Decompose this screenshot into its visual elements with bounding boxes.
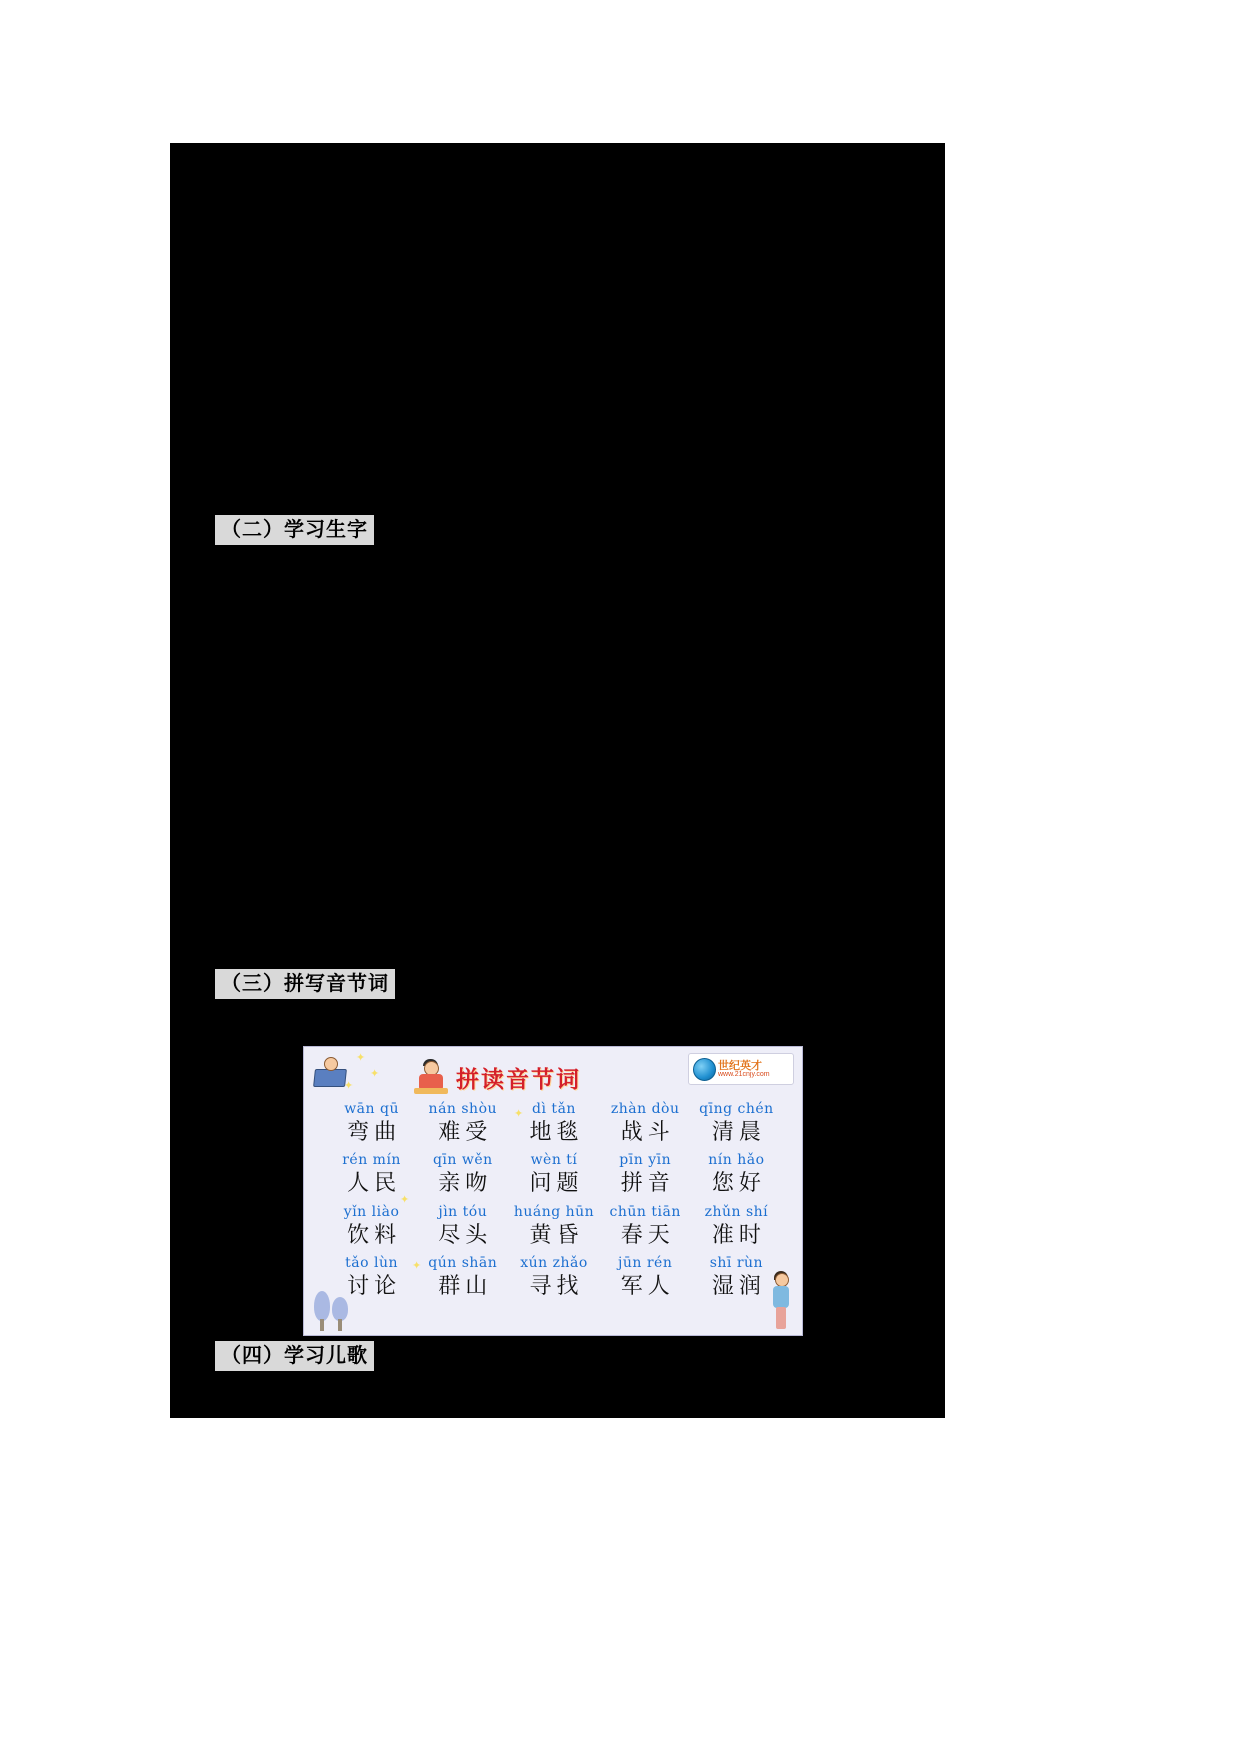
word-item (691, 1202, 782, 1251)
word-hanzi: 难受 (438, 1119, 493, 1145)
word-item (600, 1253, 691, 1302)
word-item (417, 1202, 508, 1251)
word-item (691, 1099, 782, 1148)
publisher-logo (688, 1053, 794, 1085)
word-pinyin: jìn tóu (438, 1203, 488, 1220)
word-hanzi: 问题 (529, 1171, 584, 1197)
word-item (326, 1150, 417, 1199)
word-pinyin: jūn rén (618, 1255, 673, 1272)
word-hanzi: 黄昏 (529, 1222, 584, 1248)
tree-icon (332, 1297, 348, 1331)
word-hanzi: 讨论 (347, 1274, 402, 1300)
word-hanzi: 清晨 (711, 1119, 766, 1145)
word-pinyin: wān qū (344, 1101, 399, 1117)
word-pinyin: tǎo lùn (345, 1255, 399, 1272)
word-grid (326, 1099, 782, 1303)
publisher-name: 世纪英才 (718, 1059, 762, 1072)
word-hanzi: 春天 (620, 1222, 675, 1248)
word-item (417, 1150, 508, 1199)
word-hanzi: 拼音 (620, 1171, 675, 1197)
word-pinyin: shī rùn (709, 1255, 764, 1272)
word-pinyin: zhàn dòu (610, 1101, 680, 1117)
card-title: 拼读音节词 (456, 1067, 581, 1093)
word-hanzi: 尽头 (438, 1222, 493, 1248)
word-pinyin: nín hǎo (708, 1152, 765, 1169)
word-item (326, 1202, 417, 1251)
word-item (417, 1099, 508, 1148)
section-heading-spell-syllable-words: （三）拼写音节词 (215, 969, 395, 999)
word-pinyin: qīng chén (699, 1101, 774, 1117)
word-pinyin: zhǔn shí (704, 1203, 769, 1220)
publisher-url: www.21cnjy.com (718, 1071, 770, 1078)
star-icon: ✦ (344, 1080, 354, 1092)
word-item (508, 1099, 599, 1148)
word-item (600, 1099, 691, 1148)
student-icon (414, 1057, 448, 1097)
word-hanzi: 准时 (711, 1222, 766, 1248)
star-icon: ✦ (370, 1068, 380, 1080)
word-hanzi: 饮料 (347, 1222, 402, 1248)
word-pinyin: wèn tí (530, 1152, 578, 1169)
word-item (508, 1150, 599, 1199)
word-hanzi: 亲吻 (438, 1171, 493, 1197)
word-pinyin: pīn yīn (619, 1152, 672, 1169)
word-hanzi: 军人 (620, 1274, 675, 1300)
syllable-word-card (303, 1046, 803, 1336)
section-heading-learn-characters: （二）学习生字 (215, 515, 374, 545)
word-item (417, 1253, 508, 1302)
word-item (326, 1253, 417, 1302)
word-hanzi: 寻找 (529, 1274, 584, 1300)
word-hanzi: 弯曲 (347, 1119, 402, 1145)
tree-icon (314, 1291, 330, 1331)
word-pinyin: qīn wěn (432, 1152, 493, 1169)
document-body (170, 143, 945, 1418)
word-hanzi: 人民 (347, 1171, 402, 1197)
word-pinyin: huáng hūn (513, 1203, 595, 1220)
word-pinyin: xún zhǎo (520, 1255, 588, 1272)
word-item (326, 1099, 417, 1148)
word-item (508, 1202, 599, 1251)
word-hanzi: 战斗 (620, 1119, 675, 1145)
star-icon: ✦ (412, 1260, 422, 1272)
word-pinyin: chūn tiān (609, 1203, 681, 1220)
star-icon: ✦ (514, 1108, 524, 1120)
girl-illustration (768, 1273, 794, 1331)
word-pinyin: nán shòu (428, 1101, 498, 1117)
word-pinyin: dì tǎn (532, 1101, 576, 1117)
word-pinyin: qún shān (428, 1255, 498, 1272)
word-hanzi: 地毯 (529, 1119, 584, 1145)
globe-icon (693, 1058, 716, 1081)
word-pinyin: yǐn liào (343, 1203, 400, 1220)
word-hanzi: 湿润 (711, 1274, 766, 1300)
star-icon: ✦ (356, 1052, 366, 1064)
section-heading-learn-nursery-rhyme: （四）学习儿歌 (215, 1341, 374, 1371)
star-icon: ✦ (400, 1194, 410, 1206)
word-hanzi: 群山 (438, 1274, 493, 1300)
word-item (508, 1253, 599, 1302)
word-item (691, 1150, 782, 1199)
word-hanzi: 您好 (711, 1171, 766, 1197)
word-item (600, 1150, 691, 1199)
word-pinyin: rén mín (342, 1152, 401, 1169)
word-item (600, 1202, 691, 1251)
